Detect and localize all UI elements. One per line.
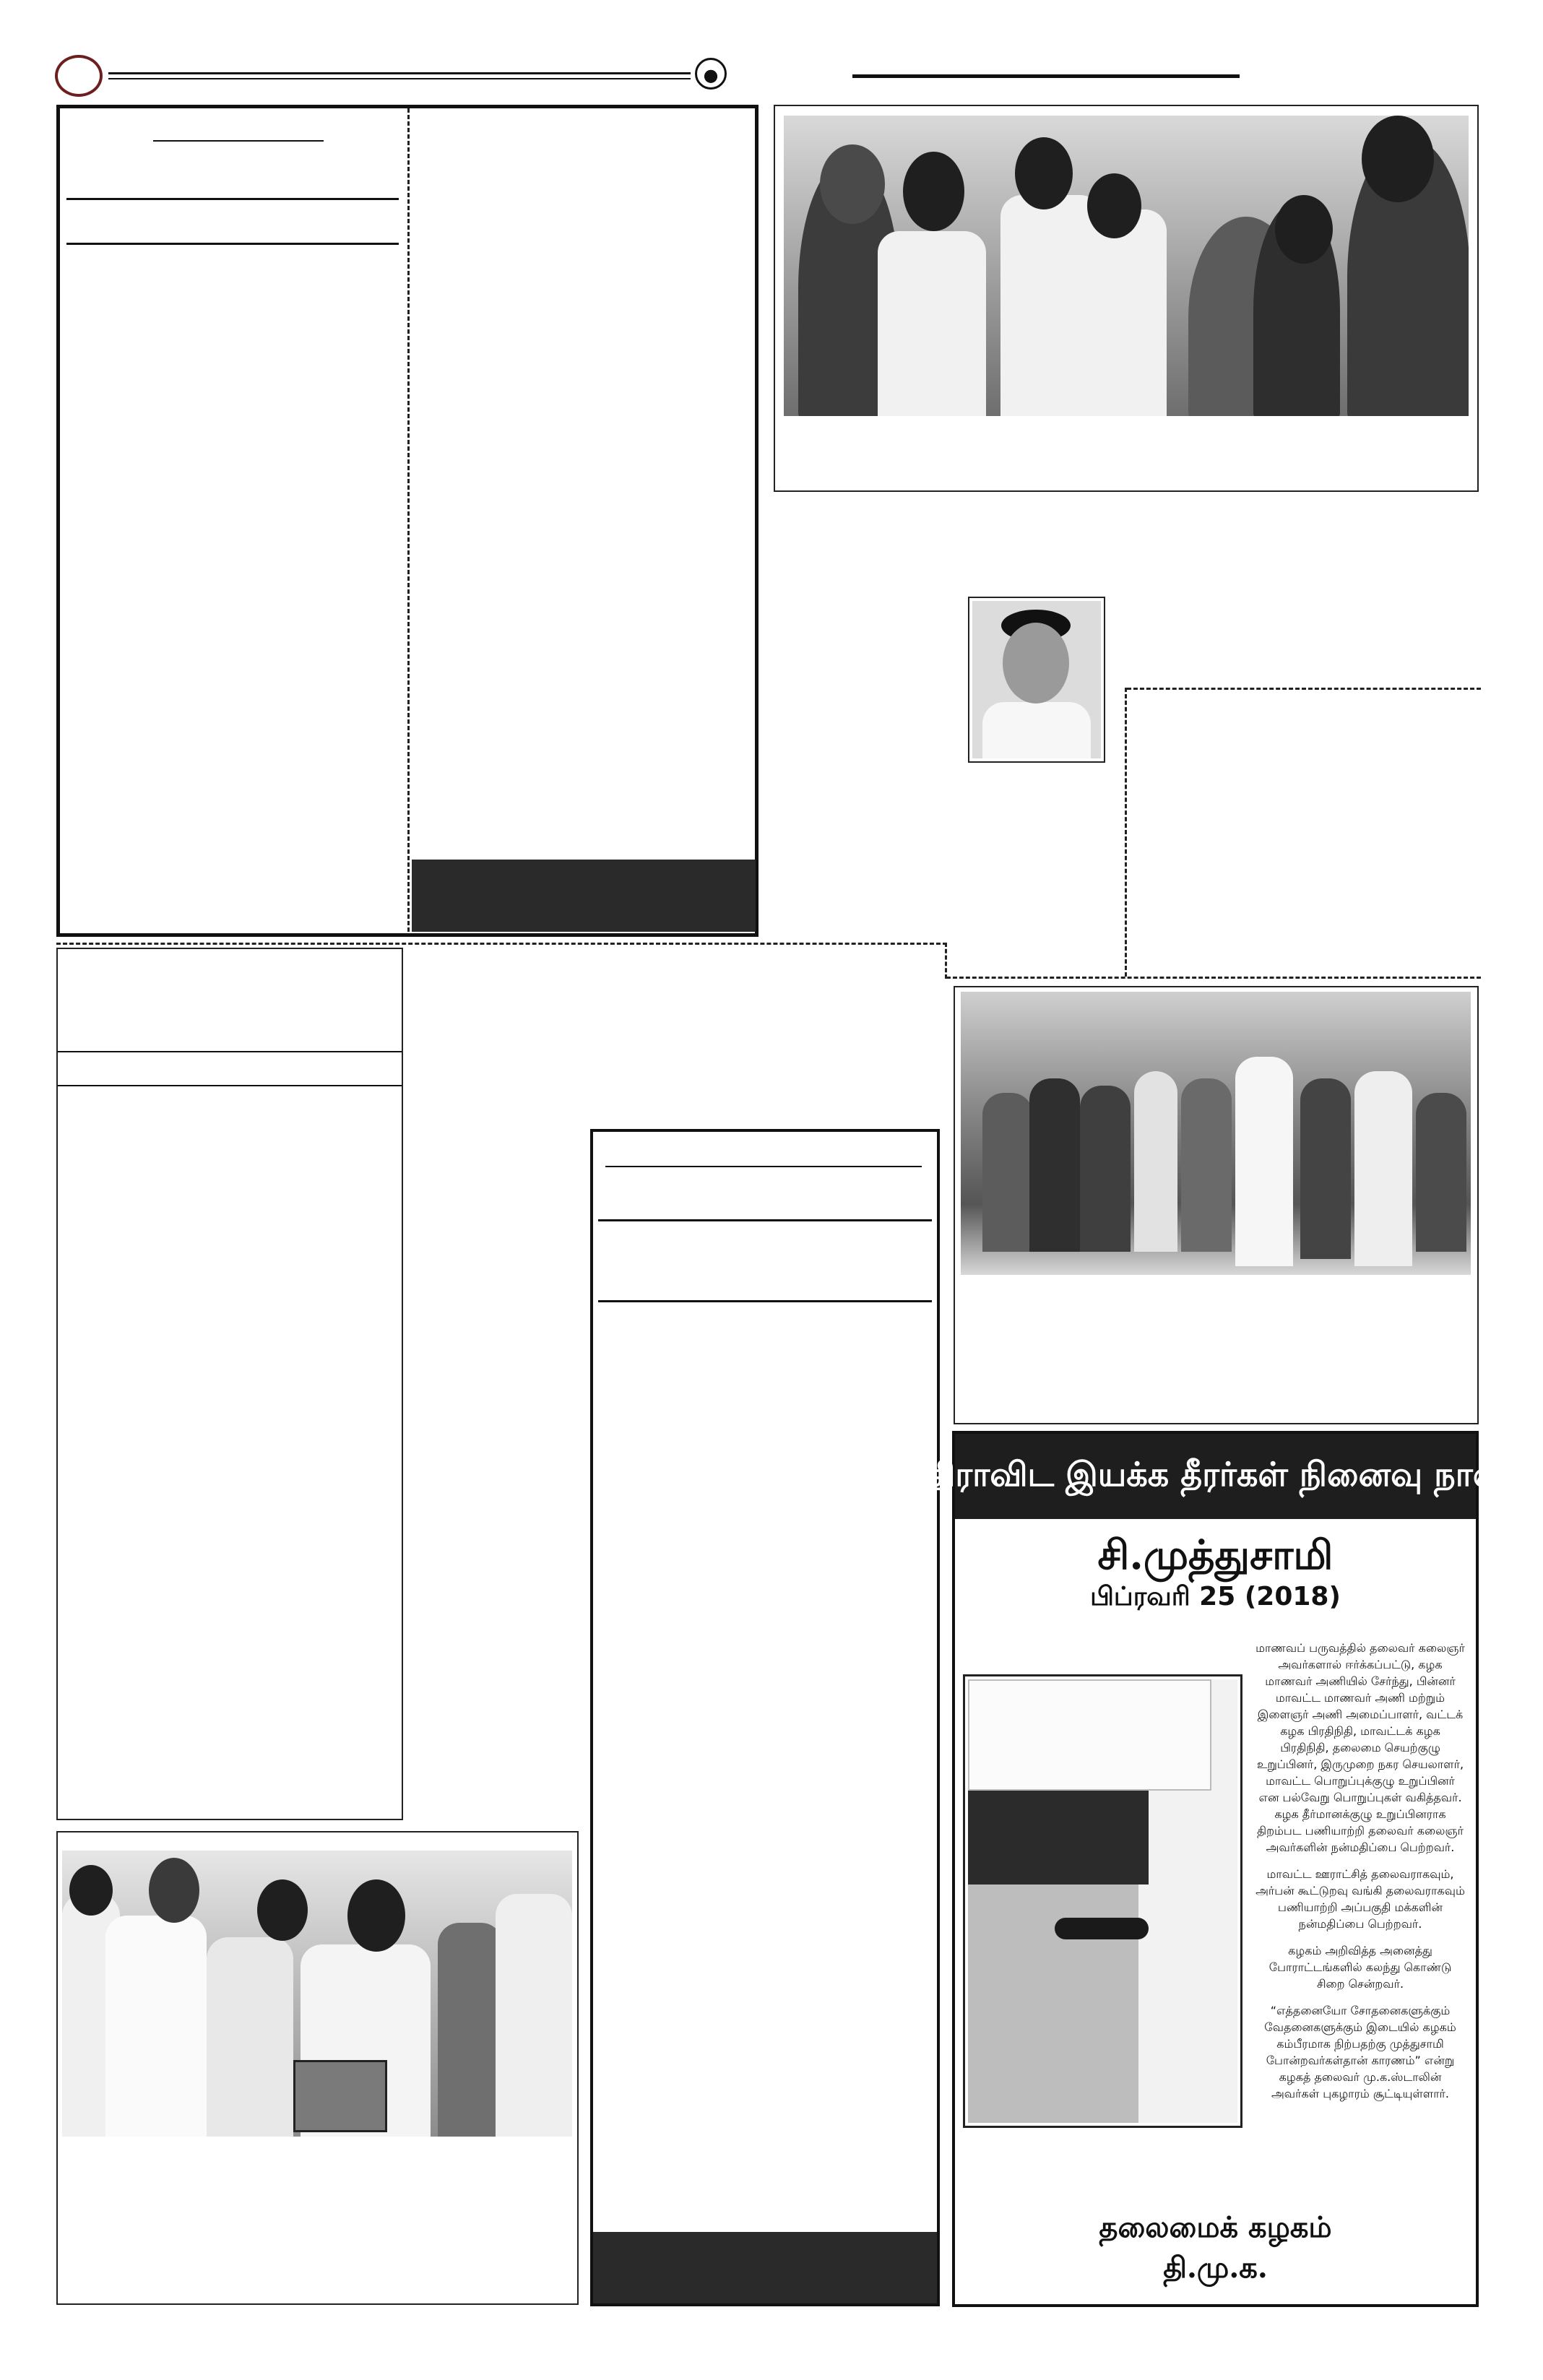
- memorial-signature-party: தி.மு.க.: [1163, 2251, 1268, 2285]
- caption-bar-center: [593, 2232, 937, 2303]
- memorial-bio: [1254, 1640, 1466, 2167]
- column-divider: [407, 108, 410, 932]
- center-rule-1: [605, 1166, 922, 1167]
- photo-event: [62, 1851, 572, 2137]
- memorial-date: பிப்ரவரி 25 (2018): [1090, 1582, 1341, 1611]
- photo-rally: [961, 992, 1471, 1275]
- headline-rule: [153, 140, 324, 142]
- header-rule-right: [852, 74, 1240, 78]
- section-divider-horizontal: [56, 943, 947, 945]
- center-rule-3: [598, 1300, 932, 1302]
- article-box-center: [590, 1129, 940, 2306]
- column-rule-1: [66, 198, 399, 200]
- memorial-bio-paragraph: “எத்தனையோ சோதனைகளுக்கும் வேதனைகளுக்கும் இடையில் கழகம் கம்பீரமாக நிற்பதற்கு முத்துசாமி போன்றவர்கள்தான் காரணம்” என்று கழகத் தலைவர் மு.க.ஸ்டாலின் அவர்கள் புகழாரம் சூட்டியுள்ளார்.: [1264, 2004, 1456, 2100]
- photo-gathering: [784, 116, 1469, 416]
- memorial-banner: திராவிட இயக்க தீரர்கள் நினைவு நாள்: [955, 1434, 1476, 1519]
- column-rule-2: [66, 243, 399, 245]
- page-number-circle: [55, 55, 103, 97]
- mid-left-rule-1: [58, 1051, 402, 1052]
- memorial-bio-paragraph: மாவட்ட ஊராட்சித் தலைவராகவும், அர்பன் கூட்டுறவு வங்கி தலைவராகவும் பணியாற்றி அப்பகுதி மக்களின் நன்மதிப்பை பெற்றவர்.: [1255, 1867, 1465, 1931]
- memorial-name: சி.முத்துசாமி: [1097, 1531, 1334, 1579]
- article-box-middle-left: [56, 948, 403, 1820]
- header-rule-left-2: [108, 78, 691, 79]
- header-rule-left: [108, 72, 691, 74]
- memorial-portrait: [968, 1679, 1237, 2123]
- mid-left-rule-2: [58, 1085, 402, 1086]
- section-divider-step: [945, 943, 947, 979]
- memorial-bio-paragraph: கழகம் அறிவித்த அனைத்து போராட்டங்களில் கலந்து கொண்டு சிறை சென்றவர்.: [1268, 1944, 1452, 1991]
- right-dashed-top: [1127, 688, 1481, 690]
- right-dashed-left: [1125, 688, 1127, 977]
- caption-bar-top: [412, 860, 756, 932]
- memorial-signature-org: தலைமைக் கழகம்: [1099, 2210, 1332, 2244]
- portrait-small: [972, 601, 1101, 758]
- memorial-bio-paragraph: மாணவப் பருவத்தில் தலைவர் கலைஞர் அவர்களால் ஈர்க்கப்பட்டு, கழக மாணவர் அணியில் சேர்ந்து, பின்னர் மாவட்ட மாணவர் அணி மற்றும் இளைஞர் அணி அமைப்பாளர், வட்டக் கழக பிரதிநிதி, மாவட்டக் கழக பிரதிநிதி, தலைமை செயற்குழு உறுப்பினர், இருமுறை நகர செயலாளர், மாவட்ட பொறுப்புக்குழு உறுப்பினர் என பல்வேறு பொறுப்புகள் வகித்தவர். கழக தீர்மானக்குழு உறுப்பினராக திறம்பட பணியாற்றி தலைவர் கலைஞர் அவர்களின் நன்மதிப்பை பெற்றவர்.: [1255, 1641, 1465, 1854]
- section-divider-step-h: [946, 977, 1481, 979]
- center-rule-2: [598, 1219, 932, 1221]
- rising-sun-emblem-icon: [695, 58, 727, 90]
